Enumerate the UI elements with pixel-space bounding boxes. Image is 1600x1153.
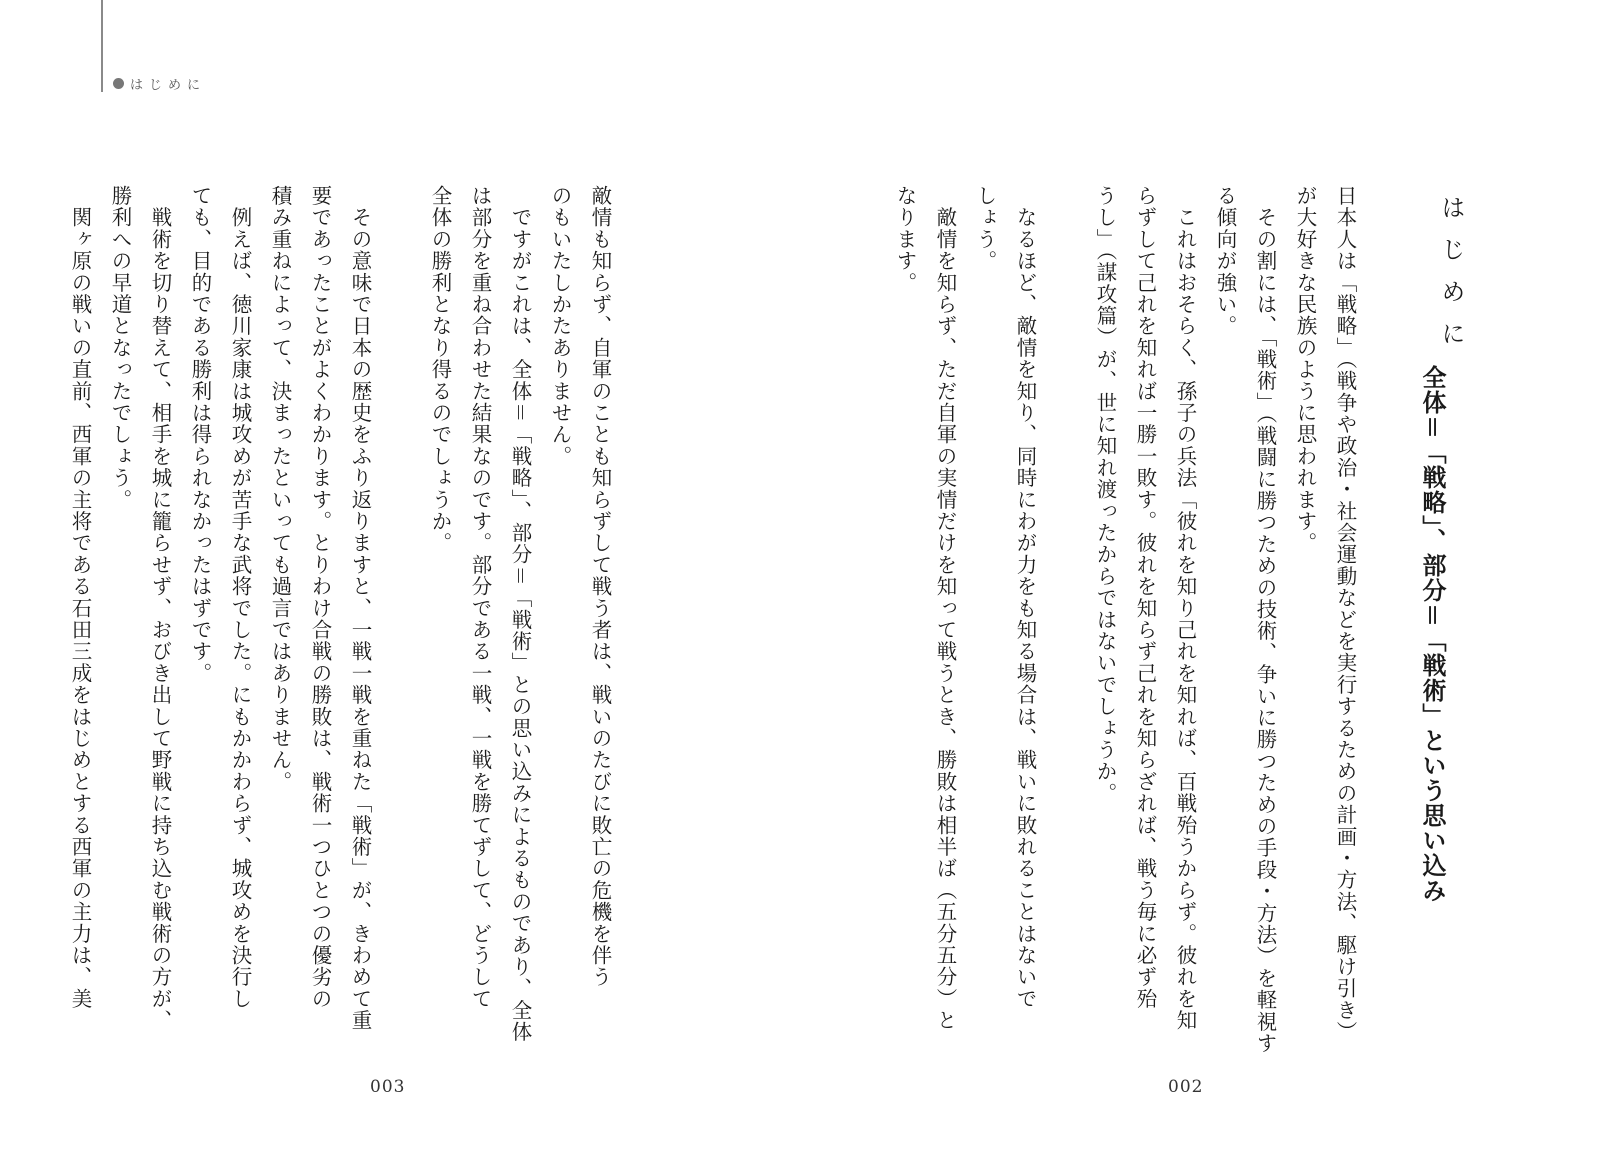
text-line: なります。 <box>893 185 917 294</box>
page-number-left: 003 <box>370 1077 406 1097</box>
left-body-text <box>60 185 620 1043</box>
text-line: が大好きな民族のように思われます。 <box>1293 185 1317 554</box>
text-line: 全体の勝利となり得るのでしょうか。 <box>428 185 452 554</box>
text-line: らずして己れを知れば一勝一敗す。彼れを知らず己れを知らざれば、戦う毎に必ず殆 <box>1133 185 1157 1010</box>
text-line: 戦術を切り替えて、相手を城に籠らせず、おびき出して野戦に持ち込む戦術の方が、 <box>148 185 172 1032</box>
text-line: 例えば、徳川家康は城攻めが苦手な武将でした。にもかかわらず、城攻めを決行し <box>228 185 252 1010</box>
text-line: のもいたしかたありません。 <box>548 185 572 468</box>
header-rule <box>101 0 103 92</box>
text-line: る傾向が強い。 <box>1213 185 1237 337</box>
text-line: は部分を重ね合わせた結果なのです。部分である一戦、一戦を勝てずして、どうして <box>468 185 492 1010</box>
blank-line <box>380 185 420 1043</box>
right-body-text <box>885 185 1365 1054</box>
text-line: ですがこれは、全体＝「戦略」、部分＝「戦術」との思い込みによるものであり、全体 <box>508 185 532 1043</box>
text-line: 日本人は「戦略」（戦争や政治・社会運動などを実行するための計画・方法、駆け引き） <box>1333 185 1357 1043</box>
text-line: その意味で日本の歴史をふり返りますと、一戦一戦を重ねた「戦術」が、きわめて重 <box>348 185 372 1032</box>
text-line: ても、目的である勝利は得られなかったはずです。 <box>188 185 212 685</box>
text-line: 敵情を知らず、ただ自軍の実情だけを知って戦うとき、勝敗は相半ば（五分五分）と <box>933 185 957 1032</box>
right-page <box>800 0 1600 1153</box>
text-line: その割には、「戦術」（戦闘に勝つための技術、争いに勝つための手段・方法）を軽視す <box>1253 185 1277 1055</box>
running-head-text: はじめに <box>130 78 207 93</box>
text-line: 積み重ねによって、決まったといっても過言ではありません。 <box>268 185 292 793</box>
page-number-right: 002 <box>1168 1077 1204 1097</box>
text-line: 要であったことがよくわかります。とりわけ合戦の勝敗は、戦術一つひとつの優劣の <box>308 185 332 1010</box>
section-subtitle: 全体＝「戦略」、部分＝「戦術」という思い込み <box>1418 365 1446 903</box>
text-line: しょう。 <box>973 185 997 272</box>
chapter-title: はじめに <box>1437 195 1465 363</box>
bullet-dot-icon <box>113 78 124 89</box>
running-head <box>113 74 206 93</box>
text-line: これはおそらく、孫子の兵法「彼れを知り己れを知れば、百戦殆うからず。彼れを知 <box>1173 185 1197 1032</box>
text-line: 関ヶ原の戦いの直前、西軍の主将である石田三成をはじめとする西軍の主力は、美 <box>68 185 92 1010</box>
text-line: うし」（謀攻篇）が、世に知れ渡ったからではないでしょうか。 <box>1093 185 1117 805</box>
text-line: なるほど、敵情を知り、同時にわが力をも知る場合は、戦いに敗れることはないで <box>1013 185 1037 1010</box>
text-line: 勝利への早道となったでしょう。 <box>108 185 132 511</box>
blank-line <box>1045 185 1085 1054</box>
text-line: 敵情も知らず、自軍のことも知らずして戦う者は、戦いのたびに敗亡の危機を伴う <box>588 185 612 988</box>
